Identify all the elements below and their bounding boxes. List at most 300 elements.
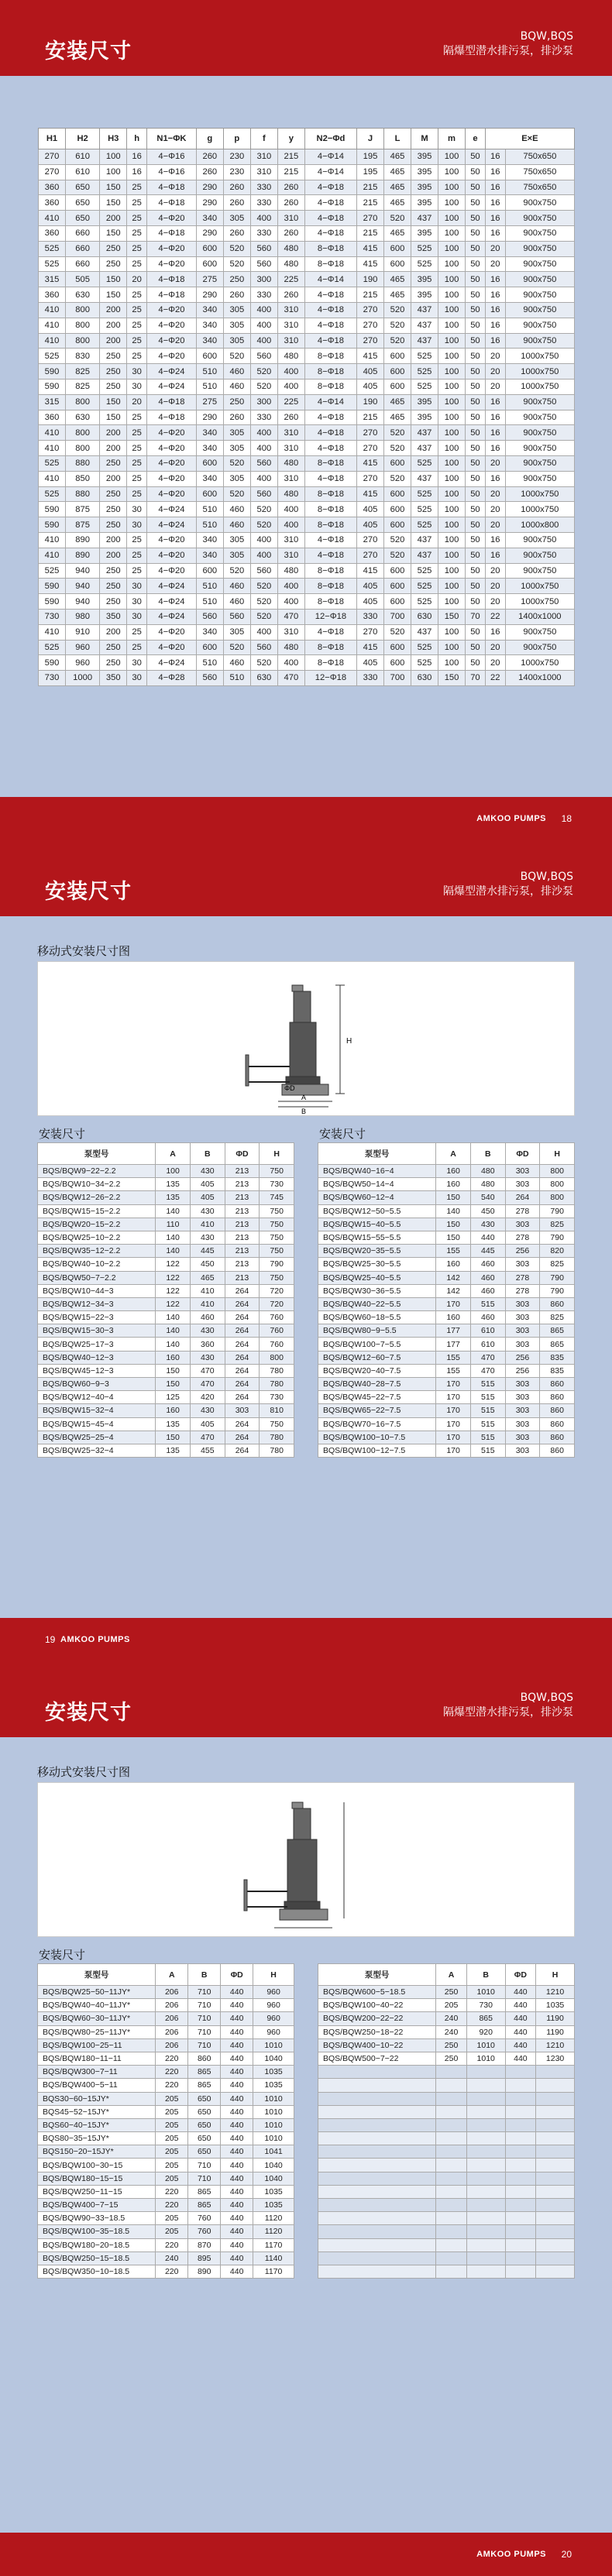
table-cell: 600 bbox=[196, 455, 223, 471]
table-cell: 395 bbox=[411, 272, 438, 287]
empty-cell bbox=[436, 2132, 467, 2145]
table-cell: 155 bbox=[436, 1351, 471, 1364]
table-cell: BQS/BQW80−9−5.5 bbox=[318, 1324, 436, 1338]
empty-cell bbox=[318, 2238, 436, 2251]
table-cell: 460 bbox=[470, 1284, 505, 1297]
header-subtitle bbox=[443, 29, 573, 59]
table-cell: 865 bbox=[188, 2066, 221, 2079]
table-cell: 480 bbox=[277, 256, 304, 272]
table-cell: BQS/BQW60−12−4 bbox=[318, 1191, 436, 1204]
table-cell: 525 bbox=[411, 655, 438, 671]
table-cell: 1000x750 bbox=[505, 486, 574, 502]
table-cell: 177 bbox=[436, 1324, 471, 1338]
table-cell: 480 bbox=[470, 1165, 505, 1178]
table-cell: 1000x750 bbox=[505, 655, 574, 671]
table-cell: 50 bbox=[466, 594, 486, 610]
table-row bbox=[318, 1431, 575, 1444]
table-cell: 430 bbox=[190, 1165, 225, 1178]
table-cell: 310 bbox=[277, 548, 304, 563]
table-row bbox=[38, 1351, 294, 1364]
table-cell: 430 bbox=[190, 1324, 225, 1338]
table-row bbox=[38, 1191, 294, 1204]
table-cell: 150 bbox=[100, 195, 127, 211]
table-cell: 800 bbox=[66, 318, 100, 333]
empty-row bbox=[318, 2132, 575, 2145]
table-cell: 50 bbox=[466, 180, 486, 195]
table-cell: 100 bbox=[438, 410, 466, 425]
table-cell: 440 bbox=[221, 2251, 253, 2265]
table-cell: 170 bbox=[436, 1391, 471, 1404]
table-cell: 760 bbox=[260, 1338, 294, 1351]
table-cell: 900x750 bbox=[505, 640, 574, 655]
page-title: 安装尺寸 bbox=[45, 1701, 132, 1725]
table-cell: 100 bbox=[438, 563, 466, 579]
table-cell: 400 bbox=[250, 441, 277, 456]
empty-cell bbox=[466, 2092, 505, 2105]
table-cell: 520 bbox=[223, 563, 250, 579]
table-cell: 250 bbox=[100, 502, 127, 517]
table-cell: 170 bbox=[436, 1404, 471, 1417]
table-cell: 275 bbox=[196, 272, 223, 287]
table-cell: 4−Φ24 bbox=[147, 609, 197, 624]
table-cell: 520 bbox=[383, 302, 411, 318]
table-cell: 440 bbox=[221, 2012, 253, 2025]
table-cell: 250 bbox=[223, 272, 250, 287]
table-cell: 510 bbox=[196, 364, 223, 380]
table-row bbox=[39, 594, 575, 610]
table-cell: 16 bbox=[485, 164, 505, 180]
table-cell: 440 bbox=[505, 2025, 536, 2038]
table-cell: 515 bbox=[470, 1417, 505, 1431]
table-row bbox=[318, 1986, 575, 1999]
table-cell: 710 bbox=[188, 1986, 221, 1999]
table-cell: 50 bbox=[466, 287, 486, 303]
table-cell: BQS/BQW100−40−22 bbox=[318, 1999, 436, 2012]
column-header: A bbox=[156, 1143, 191, 1165]
table-cell: 450 bbox=[470, 1204, 505, 1218]
table-row bbox=[38, 1165, 294, 1178]
empty-cell bbox=[505, 2079, 536, 2092]
table-cell: 25 bbox=[127, 471, 147, 486]
table-cell: 825 bbox=[540, 1311, 575, 1324]
table-cell: 16 bbox=[485, 624, 505, 640]
table-cell: 8−Φ18 bbox=[304, 579, 356, 594]
table-cell: 1010 bbox=[253, 2092, 294, 2105]
table-cell: 395 bbox=[411, 410, 438, 425]
table-cell: 50 bbox=[466, 318, 486, 333]
table-cell: 900x750 bbox=[505, 548, 574, 563]
table-cell: 465 bbox=[383, 164, 411, 180]
table-cell: 510 bbox=[196, 379, 223, 394]
table-cell: 430 bbox=[190, 1351, 225, 1364]
table-row bbox=[39, 502, 575, 517]
table-cell: 340 bbox=[196, 471, 223, 486]
table-cell: 1010 bbox=[466, 2038, 505, 2052]
table-row bbox=[318, 1178, 575, 1191]
table-cell: 4−Φ20 bbox=[147, 333, 197, 349]
table-cell: 660 bbox=[66, 241, 100, 256]
table-cell: 30 bbox=[127, 594, 147, 610]
table-cell: 540 bbox=[470, 1191, 505, 1204]
table-cell: 310 bbox=[277, 425, 304, 441]
table-cell: 340 bbox=[196, 441, 223, 456]
table-cell: 400 bbox=[277, 655, 304, 671]
table-cell: 400 bbox=[277, 364, 304, 380]
page-title: 安装尺寸 bbox=[45, 880, 132, 904]
brand-logo: AMKOO PUMPS bbox=[60, 1635, 130, 1644]
table-cell: 590 bbox=[39, 655, 66, 671]
table-cell: 200 bbox=[100, 441, 127, 456]
table-cell: 480 bbox=[277, 563, 304, 579]
table-cell: 410 bbox=[39, 441, 66, 456]
table-cell: 260 bbox=[223, 195, 250, 211]
table-cell: 395 bbox=[411, 164, 438, 180]
table-cell: 460 bbox=[470, 1258, 505, 1271]
table-cell: 270 bbox=[356, 302, 383, 318]
table-cell: 275 bbox=[196, 394, 223, 410]
table-cell: BQS/BQW12−50−5.5 bbox=[318, 1204, 436, 1218]
table-cell: BQS/BQW60−9−3 bbox=[38, 1378, 156, 1391]
empty-cell bbox=[466, 2225, 505, 2238]
table-header-row bbox=[38, 1964, 294, 1986]
table-row bbox=[39, 241, 575, 256]
table-row bbox=[318, 1231, 575, 1244]
table-cell: 900x750 bbox=[505, 195, 574, 211]
table-cell: 256 bbox=[505, 1245, 540, 1258]
table-cell: 305 bbox=[223, 333, 250, 349]
table-cell: 100 bbox=[438, 517, 466, 533]
table-cell: 825 bbox=[66, 364, 100, 380]
table-row bbox=[318, 1165, 575, 1178]
table-cell: 960 bbox=[253, 1986, 294, 1999]
table-cell: 50 bbox=[466, 624, 486, 640]
table-cell: 150 bbox=[156, 1431, 191, 1444]
table-cell: 750x650 bbox=[505, 180, 574, 195]
table-cell: BQS/BQW45−12−3 bbox=[38, 1364, 156, 1377]
table-row bbox=[39, 349, 575, 364]
empty-row bbox=[318, 2185, 575, 2198]
table-cell: 520 bbox=[383, 211, 411, 226]
table-cell: 4−Φ24 bbox=[147, 517, 197, 533]
drawing-label-phid: ΦD bbox=[284, 1084, 295, 1092]
column-header: J bbox=[356, 129, 383, 149]
table-cell: 650 bbox=[188, 2132, 221, 2145]
empty-cell bbox=[505, 2118, 536, 2131]
empty-cell bbox=[466, 2132, 505, 2145]
table-cell: 465 bbox=[383, 410, 411, 425]
table-row bbox=[318, 1218, 575, 1231]
empty-cell bbox=[505, 2105, 536, 2118]
table-row bbox=[318, 2025, 575, 2038]
page-header bbox=[0, 840, 612, 916]
table-cell: 315 bbox=[39, 272, 66, 287]
table-cell: 50 bbox=[466, 349, 486, 364]
table-row bbox=[318, 1191, 575, 1204]
table-cell: 160 bbox=[156, 1351, 191, 1364]
table-cell: 8−Φ18 bbox=[304, 486, 356, 502]
table-cell: 1000x750 bbox=[505, 379, 574, 394]
table-cell: 525 bbox=[411, 256, 438, 272]
table-cell: 215 bbox=[277, 149, 304, 165]
table-cell: 303 bbox=[505, 1444, 540, 1457]
table-cell: 122 bbox=[156, 1284, 191, 1297]
table-cell: 4−Φ20 bbox=[147, 532, 197, 548]
table-cell: 135 bbox=[156, 1191, 191, 1204]
table-cell: BQS/BQW15−32−4 bbox=[38, 1404, 156, 1417]
table-cell: 1035 bbox=[536, 1999, 575, 2012]
table-cell: 205 bbox=[156, 2225, 188, 2238]
table-cell: 340 bbox=[196, 211, 223, 226]
table-cell: 30 bbox=[127, 655, 147, 671]
table-cell: 140 bbox=[156, 1324, 191, 1338]
table-cell: 405 bbox=[356, 364, 383, 380]
table-cell: 730 bbox=[39, 671, 66, 686]
table-section-title-right: 安装尺寸 bbox=[319, 1127, 366, 1141]
table-header-row bbox=[318, 1964, 575, 1986]
table-row bbox=[38, 1218, 294, 1231]
table-cell: 720 bbox=[260, 1284, 294, 1297]
table-cell: 610 bbox=[66, 164, 100, 180]
table-cell: 305 bbox=[223, 302, 250, 318]
table-row bbox=[318, 1245, 575, 1258]
table-row bbox=[38, 2172, 294, 2185]
empty-row bbox=[318, 2159, 575, 2172]
table-cell: 264 bbox=[225, 1417, 260, 1431]
table-cell: 160 bbox=[156, 1404, 191, 1417]
empty-cell bbox=[505, 2251, 536, 2265]
column-header: B bbox=[470, 1143, 505, 1165]
table-cell: 520 bbox=[250, 364, 277, 380]
table-cell: 303 bbox=[505, 1311, 540, 1324]
table-cell: 200 bbox=[100, 333, 127, 349]
table-cell: 16 bbox=[485, 149, 505, 165]
table-cell: 20 bbox=[485, 655, 505, 671]
table-cell: 470 bbox=[190, 1364, 225, 1377]
table-cell: 4−Φ20 bbox=[147, 563, 197, 579]
table-cell: 330 bbox=[356, 609, 383, 624]
table-cell: 465 bbox=[383, 195, 411, 211]
table-cell: 22 bbox=[485, 671, 505, 686]
table-cell: BQS/BQW25−25−4 bbox=[38, 1431, 156, 1444]
table-cell: 750 bbox=[260, 1218, 294, 1231]
table-cell: 4−Φ18 bbox=[147, 394, 197, 410]
table-cell: 330 bbox=[250, 180, 277, 195]
table-cell: 4−Φ20 bbox=[147, 349, 197, 364]
table-row bbox=[38, 1284, 294, 1297]
table-cell: 900x750 bbox=[505, 272, 574, 287]
table-cell: 303 bbox=[505, 1404, 540, 1417]
table-cell: 440 bbox=[505, 2012, 536, 2025]
column-header: H bbox=[253, 1964, 294, 1986]
table-cell: 16 bbox=[485, 441, 505, 456]
table-cell: 405 bbox=[190, 1191, 225, 1204]
table-cell: 30 bbox=[127, 364, 147, 380]
table-cell: 405 bbox=[356, 579, 383, 594]
table-cell: 16 bbox=[485, 272, 505, 287]
table-cell: 440 bbox=[221, 2238, 253, 2251]
table-cell: 310 bbox=[277, 211, 304, 226]
table-cell: 4−Φ24 bbox=[147, 579, 197, 594]
table-cell: 890 bbox=[66, 532, 100, 548]
empty-cell bbox=[436, 2212, 467, 2225]
table-row bbox=[318, 1284, 575, 1297]
table-cell: 460 bbox=[223, 502, 250, 517]
table-cell: 30 bbox=[127, 609, 147, 624]
table-cell: 450 bbox=[190, 1258, 225, 1271]
table-cell: 525 bbox=[411, 502, 438, 517]
table-cell: 650 bbox=[188, 2105, 221, 2118]
table-cell: 525 bbox=[411, 486, 438, 502]
table-cell: 440 bbox=[221, 2066, 253, 2079]
table-cell: 270 bbox=[356, 211, 383, 226]
table-cell: 190 bbox=[356, 272, 383, 287]
table-cell: 465 bbox=[383, 180, 411, 195]
brand-logo: AMKOO PUMPS bbox=[476, 2550, 546, 2559]
series-description: 隔爆型潜水排污泵，排沙泵 bbox=[443, 45, 573, 57]
table-cell: BQS/BQW25−40−5.5 bbox=[318, 1271, 436, 1284]
column-header: m bbox=[438, 129, 466, 149]
table-cell: 205 bbox=[156, 2172, 188, 2185]
table-cell: 1210 bbox=[536, 2038, 575, 2052]
table-cell: 630 bbox=[411, 609, 438, 624]
table-cell: 410 bbox=[39, 425, 66, 441]
table-cell: 150 bbox=[436, 1191, 471, 1204]
table-cell: BQS/BQW15−55−5.5 bbox=[318, 1231, 436, 1244]
table-cell: 600 bbox=[196, 241, 223, 256]
table-cell: 290 bbox=[196, 287, 223, 303]
table-cell: 520 bbox=[250, 579, 277, 594]
table-cell: 12−Φ18 bbox=[304, 671, 356, 686]
table-cell: 400 bbox=[277, 379, 304, 394]
table-cell: 525 bbox=[411, 579, 438, 594]
table-cell: 480 bbox=[277, 349, 304, 364]
table-cell: 4−Φ14 bbox=[304, 394, 356, 410]
empty-cell bbox=[318, 2079, 436, 2092]
table-cell: 405 bbox=[356, 517, 383, 533]
table-cell: 140 bbox=[156, 1245, 191, 1258]
table-cell: 440 bbox=[221, 2172, 253, 2185]
table-cell: 16 bbox=[485, 548, 505, 563]
table-cell: 100 bbox=[438, 441, 466, 456]
table-cell: 520 bbox=[383, 333, 411, 349]
table-cell: 25 bbox=[127, 441, 147, 456]
table-cell: 160 bbox=[436, 1165, 471, 1178]
drawing-label-a: A bbox=[301, 1094, 307, 1101]
table-cell: 800 bbox=[66, 425, 100, 441]
table-cell: 440 bbox=[505, 1986, 536, 1999]
table-header-row bbox=[38, 1143, 294, 1165]
empty-cell bbox=[505, 2172, 536, 2185]
header-subtitle bbox=[443, 870, 573, 899]
table-cell: 140 bbox=[156, 1204, 191, 1218]
table-cell: 50 bbox=[466, 164, 486, 180]
table-cell: 400 bbox=[250, 211, 277, 226]
column-header: e bbox=[466, 129, 486, 149]
table-cell: 1010 bbox=[253, 2038, 294, 2052]
table-cell: 510 bbox=[196, 517, 223, 533]
table-cell: 400 bbox=[250, 318, 277, 333]
table-cell: 100 bbox=[438, 486, 466, 502]
table-cell: BQS/BQW180−20−18.5 bbox=[38, 2238, 156, 2251]
table-row bbox=[39, 425, 575, 441]
table-cell: 150 bbox=[100, 287, 127, 303]
table-cell: 215 bbox=[356, 225, 383, 241]
table-cell: 1040 bbox=[253, 2172, 294, 2185]
table-cell: 220 bbox=[156, 2052, 188, 2065]
table-cell: 250 bbox=[100, 256, 127, 272]
table-cell: 155 bbox=[436, 1364, 471, 1377]
table-cell: 835 bbox=[540, 1364, 575, 1377]
table-cell: 260 bbox=[277, 225, 304, 241]
table-cell: 270 bbox=[356, 441, 383, 456]
table-cell: 177 bbox=[436, 1338, 471, 1351]
table-cell: 960 bbox=[66, 655, 100, 671]
table-cell: 510 bbox=[196, 655, 223, 671]
table-cell: 710 bbox=[188, 2025, 221, 2038]
table-cell: 22 bbox=[485, 609, 505, 624]
table-cell: 16 bbox=[485, 180, 505, 195]
table-row bbox=[38, 1231, 294, 1244]
table-cell: 4−Φ18 bbox=[304, 532, 356, 548]
table-cell: 600 bbox=[383, 455, 411, 471]
table-cell: 525 bbox=[39, 349, 66, 364]
table-cell: 305 bbox=[223, 425, 250, 441]
table-row bbox=[318, 1297, 575, 1310]
table-cell: 1000x750 bbox=[505, 364, 574, 380]
column-header: H3 bbox=[100, 129, 127, 149]
table-cell: 790 bbox=[540, 1204, 575, 1218]
table-cell: 30 bbox=[127, 379, 147, 394]
table-cell: 650 bbox=[66, 211, 100, 226]
column-header: H1 bbox=[39, 129, 66, 149]
series-description: 隔爆型潜水排污泵，排沙泵 bbox=[443, 885, 573, 898]
column-header: N2−Φd bbox=[304, 129, 356, 149]
table-cell: 50 bbox=[466, 579, 486, 594]
table-row bbox=[38, 2238, 294, 2251]
table-cell: 50 bbox=[466, 425, 486, 441]
table-cell: 260 bbox=[277, 195, 304, 211]
table-cell: 600 bbox=[383, 486, 411, 502]
table-cell: 122 bbox=[156, 1297, 191, 1310]
table-cell: 415 bbox=[356, 349, 383, 364]
table-cell: 310 bbox=[277, 624, 304, 640]
table-cell: 700 bbox=[383, 671, 411, 686]
table-cell: 305 bbox=[223, 624, 250, 640]
table-cell: 310 bbox=[277, 318, 304, 333]
table-cell: 360 bbox=[39, 287, 66, 303]
table-row bbox=[39, 671, 575, 686]
table-cell: 50 bbox=[466, 655, 486, 671]
table-cell: 8−Φ18 bbox=[304, 517, 356, 533]
column-header: E×E bbox=[485, 129, 574, 149]
drawing-section-title: 移动式安装尺寸图 bbox=[37, 1765, 131, 1779]
empty-cell bbox=[536, 2225, 575, 2238]
empty-row bbox=[318, 2118, 575, 2131]
table-cell: 860 bbox=[540, 1391, 575, 1404]
table-cell: BQS/BQW400−10−22 bbox=[318, 2038, 436, 2052]
table-row bbox=[38, 1204, 294, 1218]
table-cell: 25 bbox=[127, 211, 147, 226]
empty-cell bbox=[318, 2092, 436, 2105]
table-cell: 4−Φ16 bbox=[147, 149, 197, 165]
table-cell: BQS/BQW15−15−2.2 bbox=[38, 1204, 156, 1218]
table-row bbox=[318, 1444, 575, 1457]
table-cell: 260 bbox=[223, 180, 250, 195]
table-cell: 560 bbox=[250, 241, 277, 256]
table-cell: 525 bbox=[411, 455, 438, 471]
table-cell: 410 bbox=[190, 1297, 225, 1310]
table-cell: 250 bbox=[223, 394, 250, 410]
